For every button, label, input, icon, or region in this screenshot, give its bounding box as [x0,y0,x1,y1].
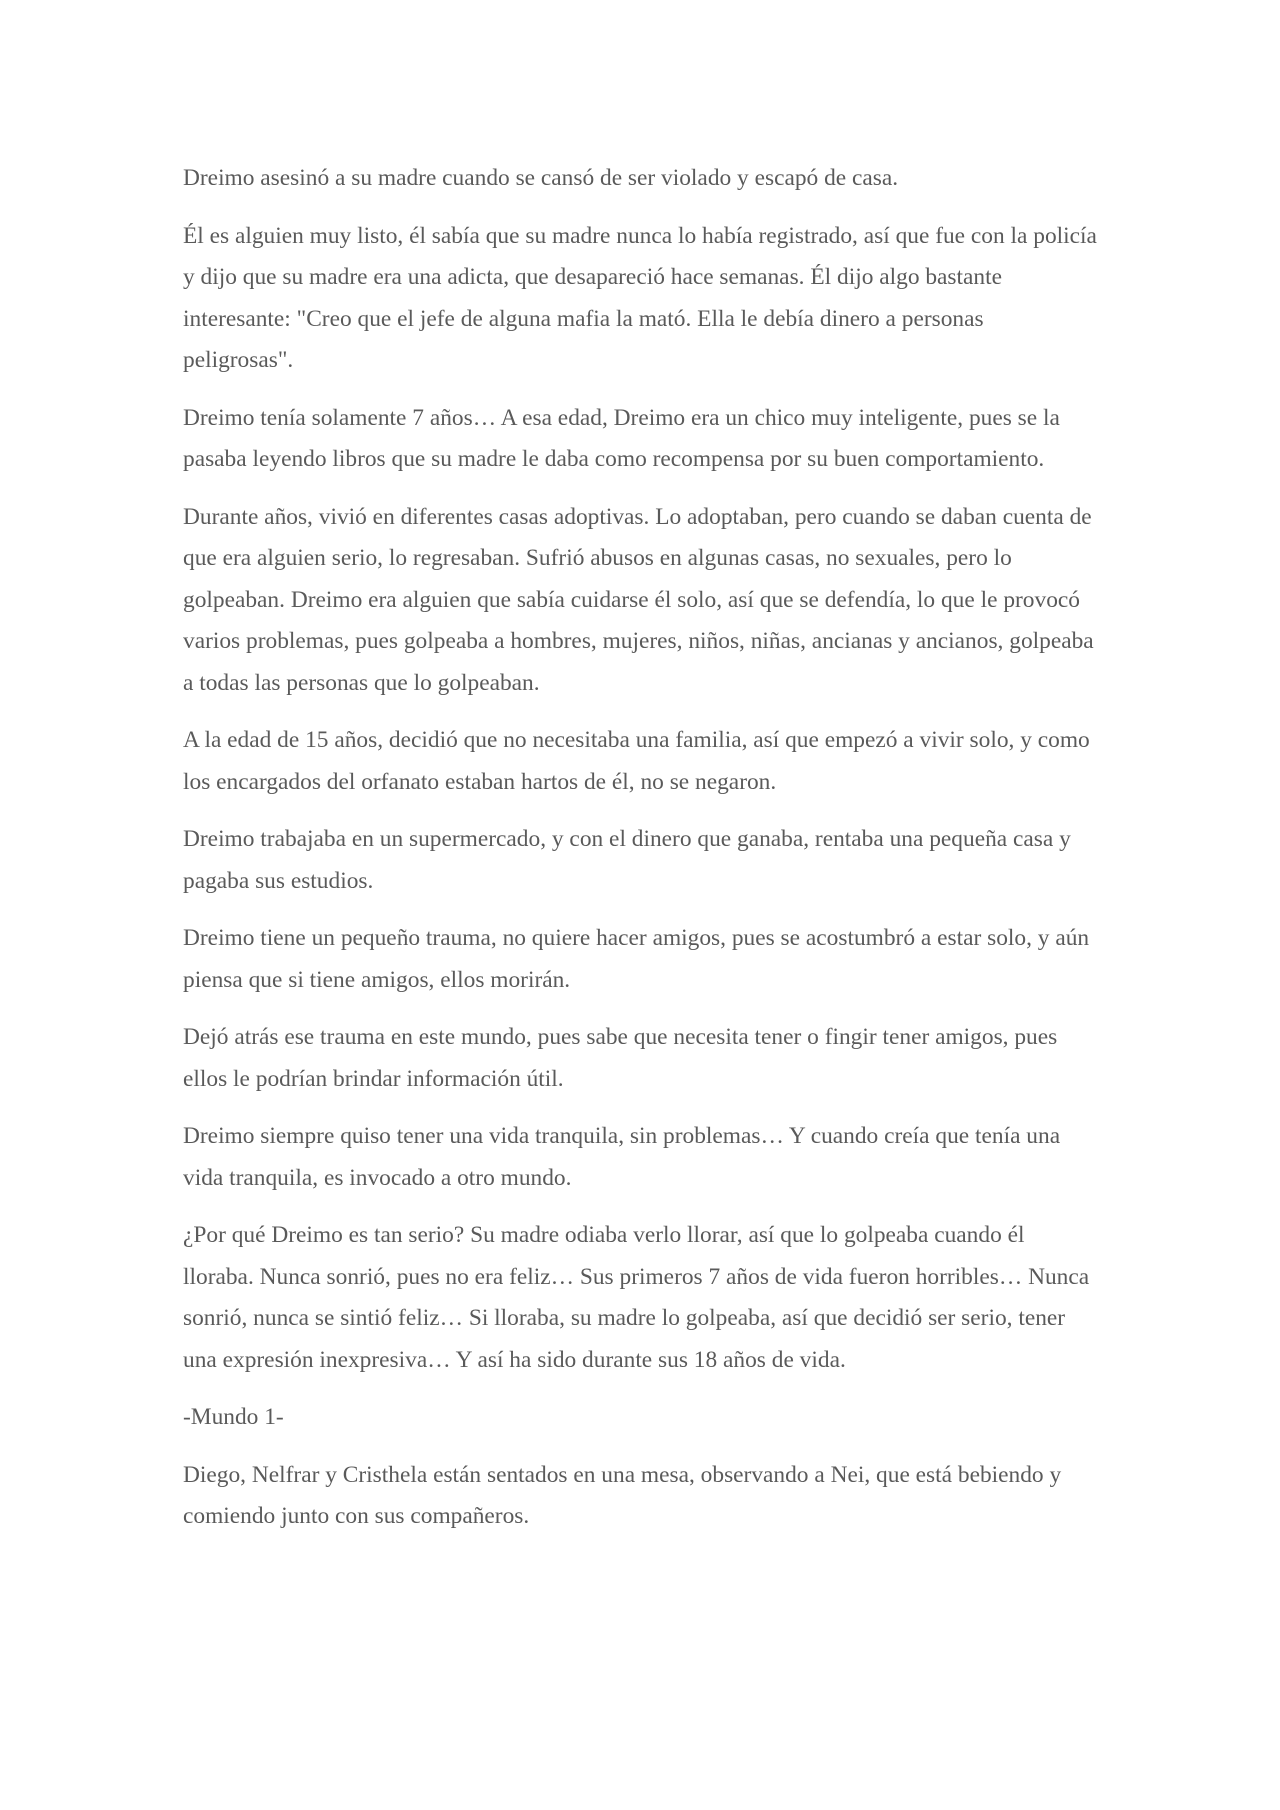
document-page [183,158,1098,1554]
paragraph-5: A la edad de 15 años, decidió que no necesitaba una familia, así que empezó a vivir solo, y como los encargados del orfanato estaban hartos de él, no se negaron. [183,727,1090,795]
paragraph-3: Dreimo tenía solamente 7 años… A esa edad, Dreimo era un chico muy inteligente, pues se la pasaba leyendo libros que su madre le daba como recompensa por su buen comportamiento. [183,404,1060,472]
paragraph-8: Dejó atrás ese trauma en este mundo, pues sabe que necesita tener o fingir tener amigos, pues ellos le podrían brindar información útil. [183,1024,1058,1092]
paragraph-4: Durante años, vivió en diferentes casas adoptivas. Lo adoptaban, pero cuando se daban cuenta de que era alguien serio, lo regresaban. Sufrió abusos en algunas casas, no sexuales, pero lo golpeaban. Dreimo era alguien que sabía cuidarse él solo, así que se defendía, lo que le provocó varios problemas, pues golpeaba a hombres, mujeres, niños, niñas, ancianas y ancianos, golpeaba a todas las personas que lo golpeaban. [183,503,1094,696]
section-heading-mundo-1: -Mundo 1- [183,1404,284,1430]
paragraph-7: Dreimo tiene un pequeño trauma, no quiere hacer amigos, pues se acostumbró a estar solo, y aún piensa que si tiene amigos, ellos morirán. [183,925,1090,993]
paragraph-1: Dreimo asesinó a su madre cuando se cansó de ser violado y escapó de casa. [183,165,899,191]
paragraph-6: Dreimo trabajaba en un supermercado, y con el dinero que ganaba, rentaba una pequeña casa y pagaba sus estudios. [183,826,1071,894]
paragraph-11: Diego, Nelfrar y Cristhela están sentados en una mesa, observando a Nei, que está bebiendo y comiendo junto con sus compañeros. [183,1461,1062,1529]
paragraph-10: ¿Por qué Dreimo es tan serio? Su madre odiaba verlo llorar, así que lo golpeaba cuando él lloraba. Nunca sonrió, pues no era feliz… Sus primeros 7 años de vida fueron horribles… Nunca sonrió, nunca se sintió feliz… Si lloraba, su madre lo golpeaba, así que decidió ser serio, tener una expresión inexpresiva… Y así ha sido durante sus 18 años de vida. [183,1222,1090,1373]
paragraph-9: Dreimo siempre quiso tener una vida tranquila, sin problemas… Y cuando creía que tenía una vida tranquila, es invocado a otro mundo. [183,1123,1061,1191]
paragraph-2: Él es alguien muy listo, él sabía que su madre nunca lo había registrado, así que fue con la policía y dijo que su madre era una adicta, que desapareció hace semanas. Él dijo algo bastante interesante: "Creo que el jefe de alguna mafia la mató. Ella le debía dinero a personas peligrosas". [183,222,1097,373]
